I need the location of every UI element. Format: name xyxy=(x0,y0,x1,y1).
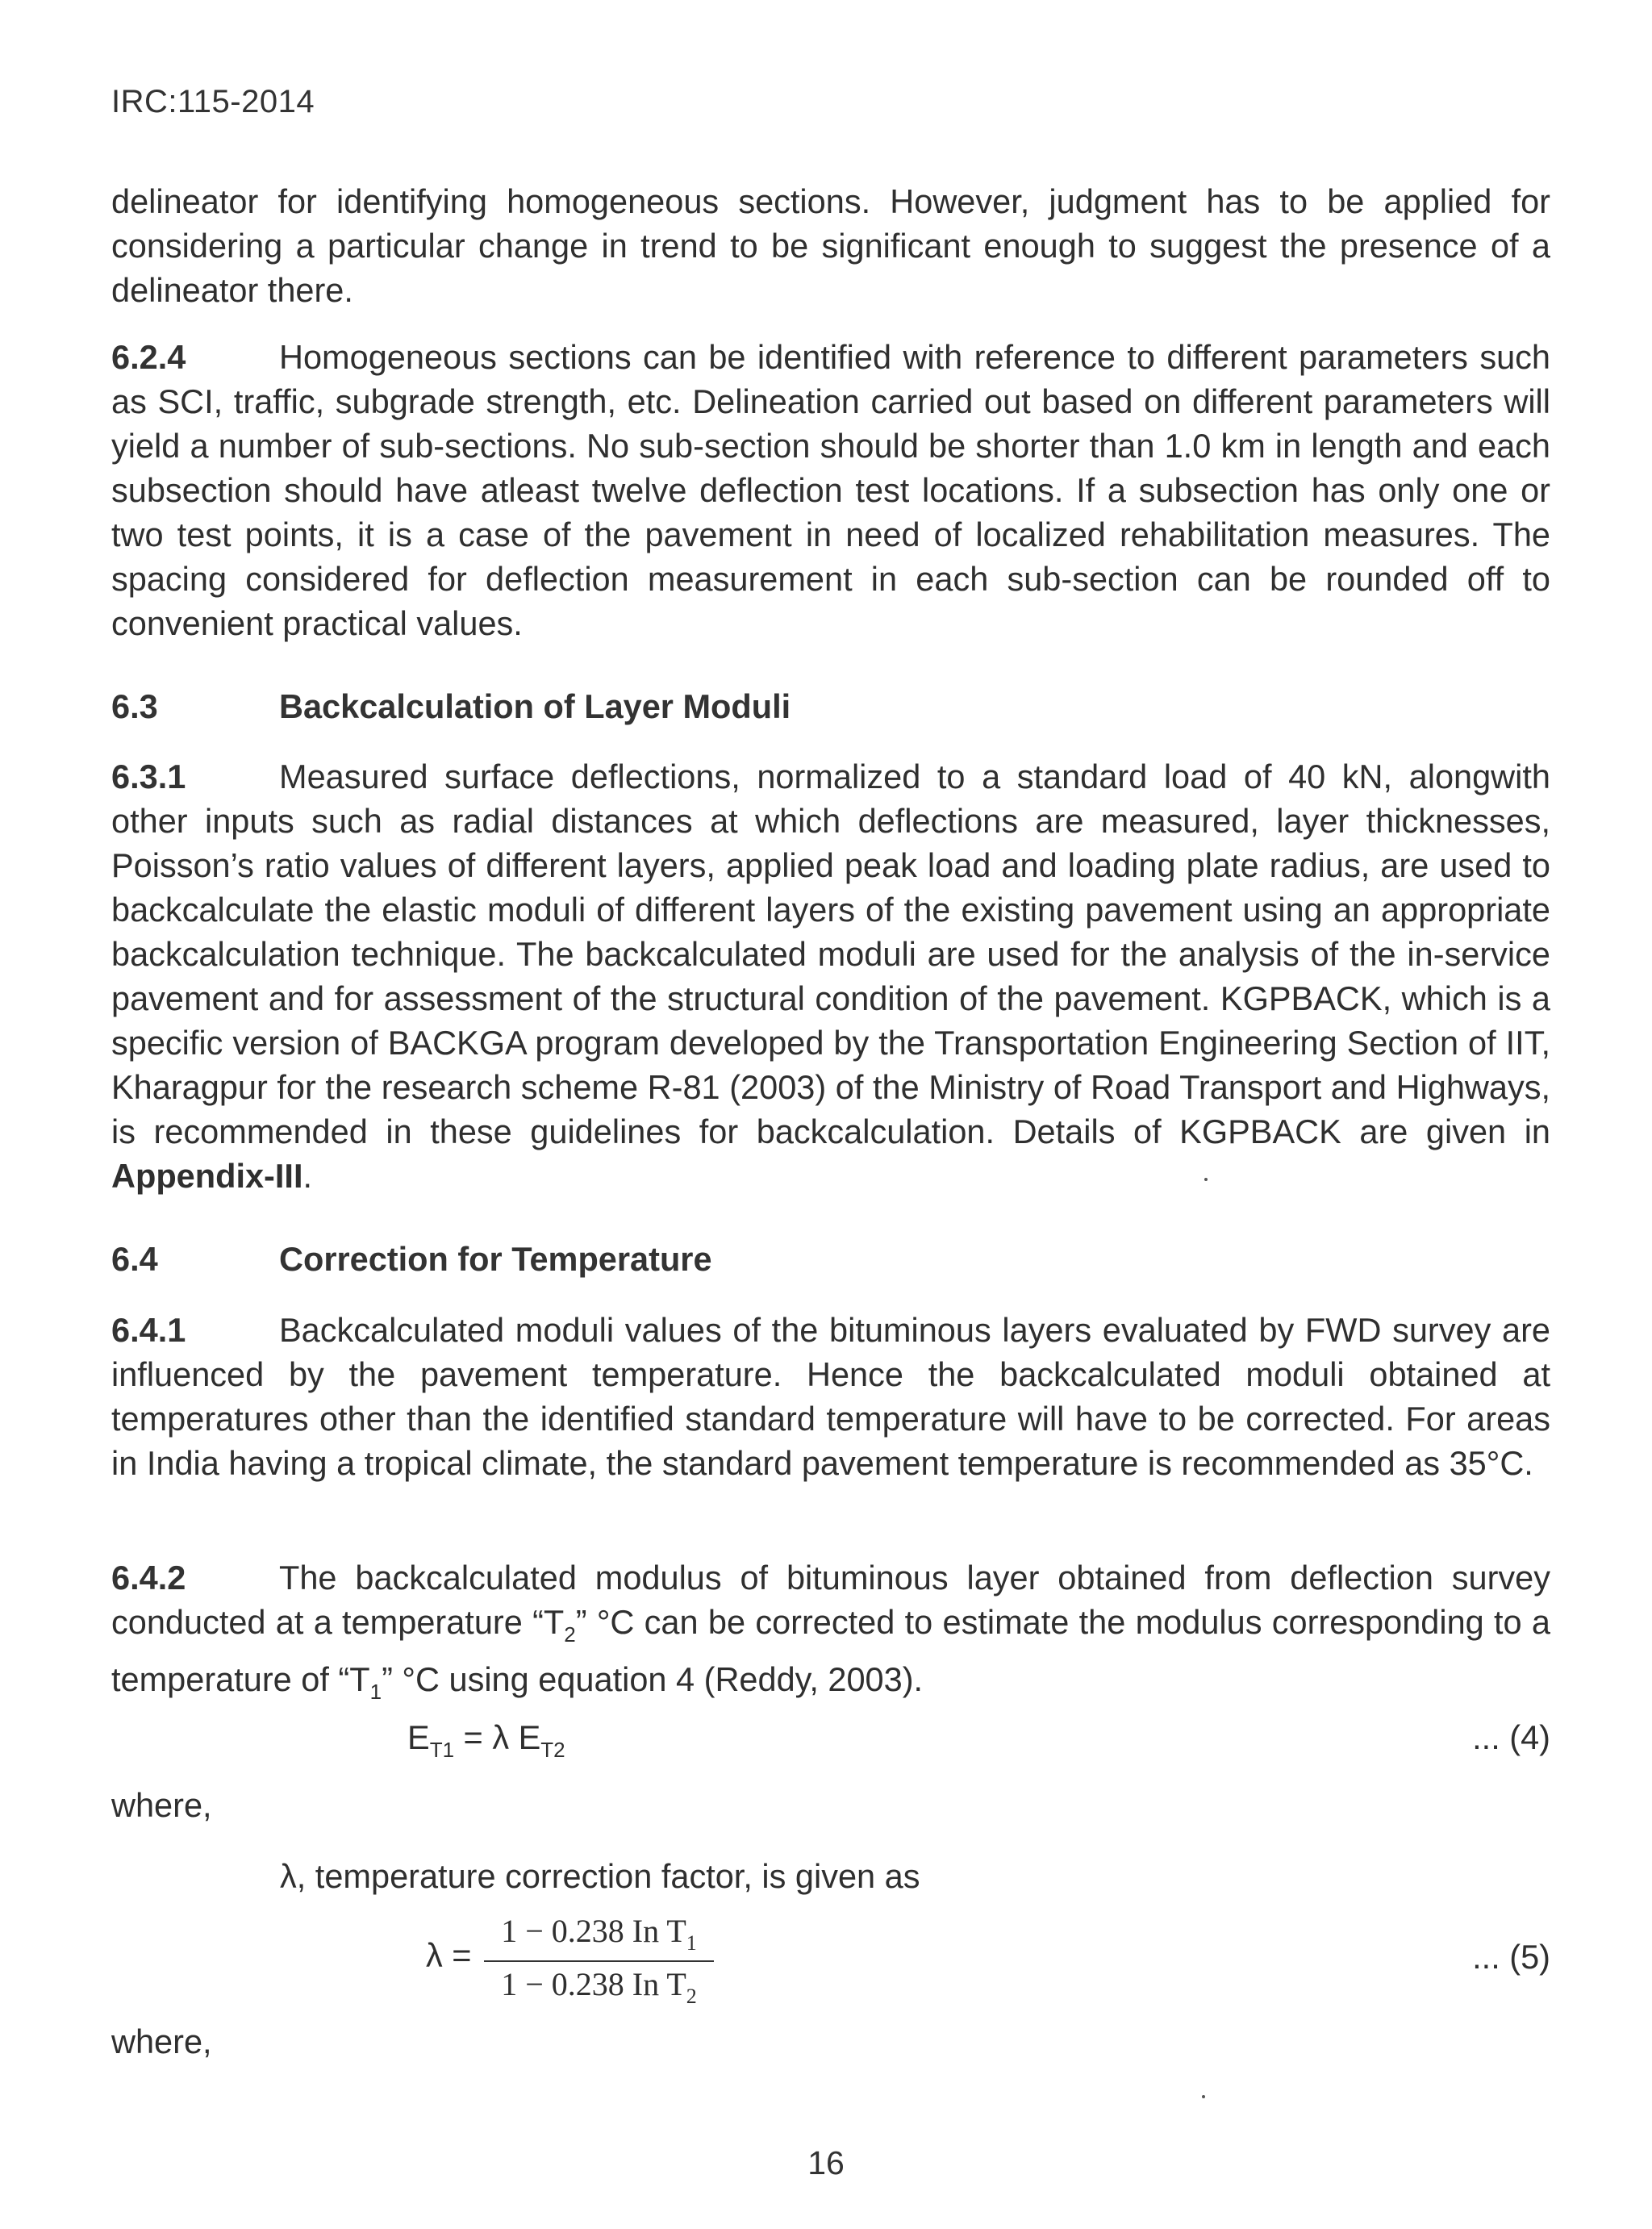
equation-4 xyxy=(407,1718,565,1763)
section-6-3-1-paragraph xyxy=(111,754,1550,1198)
scan-speck xyxy=(1202,2095,1205,2098)
section-text-part: ” °C using equation 4 (Reddy, 2003). xyxy=(382,1660,924,1698)
numerator-text: 1 − 0.238 In T xyxy=(501,1913,686,1949)
subscript: 1 xyxy=(686,1931,697,1955)
section-number: 6.3 xyxy=(111,687,158,725)
subscript: 1 xyxy=(369,1680,382,1704)
section-text: Backcalculated moduli values of the bituminous layers evaluated by FWD survey are influenced by the pavement temperature. Hence the backcalculated moduli obtained at temperatures other than the identified standard temperature will have to be corrected. For areas in India having a tropical climate, the standard pavement temperature is recommended as 35°C. xyxy=(111,1311,1550,1482)
fraction-denominator xyxy=(484,1965,714,2009)
intro-paragraph: delineator for identifying homogeneous sections. However, judgment has to be applied for considering a particular change in trend to be significant enough to suggest the presence of a delineator there. xyxy=(111,182,1550,309)
denominator-text: 1 − 0.238 In T xyxy=(501,1966,686,2002)
section-6-3-heading xyxy=(111,687,791,726)
equation-rhs: = λ E xyxy=(454,1718,541,1756)
section-6-4-2-paragraph xyxy=(111,1555,1550,1714)
equation-lhs: E xyxy=(407,1718,430,1756)
subscript: 2 xyxy=(564,1622,576,1647)
equation-5-number: ... (5) xyxy=(1472,1938,1550,1976)
equation-4-number: ... (4) xyxy=(1472,1718,1550,1756)
section-text: Homogeneous sections can be identified with reference to different parameters such as SCI, traffic, subgrade strength, etc. Delineation carried out based on different parameters will yield a number of sub-sections. No sub-section should be shorter than 1.0 km in length and each subsection should have atleast twelve deflection test locations. If a subsection has only one or two test points, it is a case of the pavement in need of localized rehabilitation measures. The spacing considered for deflection measurement in each sub-section can be rounded off to convenient practical values. xyxy=(111,338,1550,642)
section-text-part: The backcalculated modulus of bituminous layer obtained from deflection survey conducted at a temperature “T xyxy=(111,1559,1550,1641)
section-text: Measured surface deflections, normalized to a standard load of 40 kN, alongwith other inputs such as radial distances at which deflections are measured, layer thicknesses, Poisson’s ratio values of different layers, applied peak load and loading plate radius, are used to backcalculate the elastic moduli of different layers of the existing pavement using an appropriate backcalculation technique. The backcalculated moduli are used for the analysis of the in-service pavement and for assessment of the structural condition of the pavement. KGPBACK, which is a specific version of BACKGA program developed by the Transportation Engineering Section of IIT, Kharagpur for the research scheme R-81 (2003) of the Ministry of Road Transport and Highways, is recommended in these guidelines for backcalculation. Details of KGPBACK are given in xyxy=(111,758,1550,1150)
fraction-bar xyxy=(484,1960,714,1962)
section-6-4-heading xyxy=(111,1240,712,1279)
lambda-definition: λ, temperature correction factor, is given as xyxy=(280,1857,920,1895)
section-title: Backcalculation of Layer Moduli xyxy=(279,687,791,725)
section-text-part: ” °C can be corrected to estimate the modulus corresponding to a temperature of “T xyxy=(111,1603,1550,1698)
section-number: 6.4 xyxy=(111,1240,158,1278)
section-number: 6.4.2 xyxy=(111,1559,186,1597)
section-title: Correction for Temperature xyxy=(279,1240,712,1278)
subscript: T2 xyxy=(540,1738,565,1762)
running-header: IRC:115-2014 xyxy=(111,84,315,119)
where-label-2: where, xyxy=(111,2022,212,2060)
subscript: T1 xyxy=(429,1738,455,1762)
section-number: 6.2.4 xyxy=(111,338,186,376)
subscript: 2 xyxy=(686,1985,697,2008)
appendix-reference: Appendix-III xyxy=(111,1157,303,1195)
page-number: 16 xyxy=(807,2144,845,2181)
where-label: where, xyxy=(111,1786,212,1824)
equation-5-lhs: λ = xyxy=(426,1936,472,1974)
section-6-2-4-paragraph xyxy=(111,335,1550,645)
sentence-end: . xyxy=(302,1157,313,1195)
section-number: 6.4.1 xyxy=(111,1311,186,1349)
fraction-numerator xyxy=(484,1912,714,1956)
equation-5-fraction xyxy=(484,1912,714,2009)
section-number: 6.3.1 xyxy=(111,758,186,795)
scan-speck xyxy=(1204,1178,1208,1181)
section-6-4-1-paragraph xyxy=(111,1308,1550,1485)
